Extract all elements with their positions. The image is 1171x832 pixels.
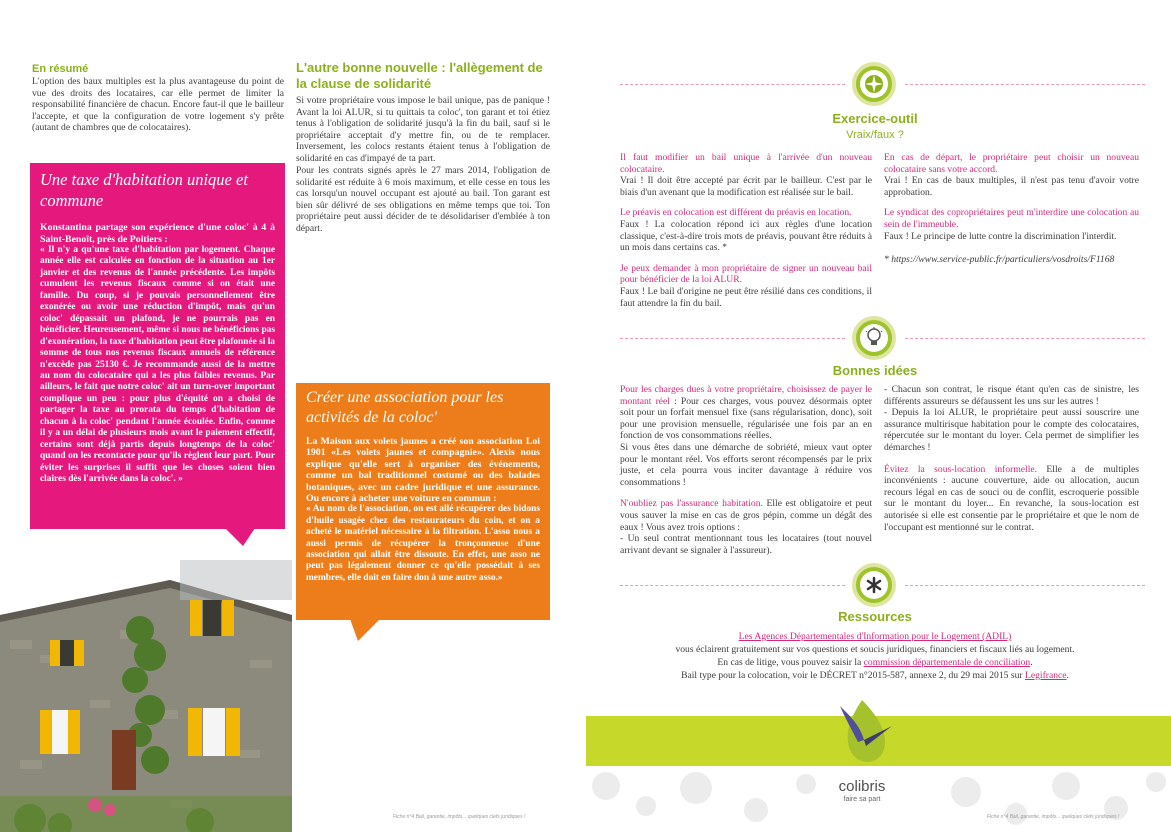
- logo-tagline: faire sa part: [843, 796, 881, 803]
- exercice-subheading: Vraix/faux ?: [846, 129, 904, 141]
- idees-heading: Bonnes idées: [832, 363, 918, 378]
- idees-highlight: Évitez la sous-location informelle.: [884, 463, 1038, 475]
- dash-line: [620, 338, 845, 339]
- resume-text: L'option des baux multiples est la plus avantageuse du point de vue des droits des locataires, car elle permet de limiter la responsabilité financière de chacun. Encore faut-il que le bailleur l'accepte, et que la configuration de votre logement s'y prête (autant de chambres que de colocataires).: [32, 76, 284, 134]
- dash-line: [905, 84, 1145, 85]
- exercice-question: En cas de départ, le propriétaire peut choisir un nouveau colocataire sans votre accord.: [884, 152, 1139, 175]
- exercice-right-col: [884, 152, 1139, 266]
- association-lead: La Maison aux volets jaunes a créé son association Loi 1901 «Les volets jaunes et compagnie». Alexis nous explique qu'elle sert à organiser des événements, comme un bal traditionnel costumé ou des balades botaniques, avec un cadre juridique et une assurance. Ou encore à acheter une voiture en commun :: [306, 436, 540, 505]
- taxe-title: Une taxe d'habitation unique et commune: [40, 170, 248, 210]
- ressources-line: Bail type pour la colocation, voir le DÉCRET n°2015-587, annexe 2, du 29 mai 2015 sur: [681, 670, 1025, 681]
- adil-link[interactable]: Les Agences Départementales d'Information pour le Logement (ADIL): [738, 631, 1012, 642]
- colibris-logo: [822, 696, 902, 808]
- taxe-callout-tail: [225, 528, 255, 548]
- exercice-answer: Faux ! La colocation répond ici aux règles d'une location classique, c'est-à-dire trois mots de préavis, pouvant être réduits à un mois dans certains cas. *: [620, 218, 872, 254]
- right-footer: Fiche n°4 Bail, garantie, impôts... quelques clefs juridiques !: [987, 814, 1120, 820]
- logo-name: colibris: [838, 778, 886, 795]
- left-footer: Fiche n°4 Bail, garantie, impôts... quelques clefs juridiques !: [393, 814, 526, 820]
- idees-highlight: Pour les charges dues à votre propriétaire, choisissez de payer le montant réel: [620, 384, 872, 407]
- taxe-quote: « Il n'y a qu'une taxe d'habitation par logement. Chaque année elle est calculée en fonction de la situation au 1er janvier et des revenus de l'année précédente. Les impôts cumulent les revenus fiscaux comme si on était une famille. Du coup, si je pouvais personnellement être exonérée ou avoir une réduction d'impôt, mais qu'un coloc' dépassait un plafond, je ne pourrais pas en bénéficier. Heureusement, même si nous ne bénéficions pas d'exonération, la taxe d'habitation peut être plafonnée si la somme de tous nos revenus fiscaux annuels de référence n'excède pas 25130 €. Je recommande aussi de la mettre au nom du colocataire qui a les plus faibles revenus. Par ailleurs, le fait que notre coloc' ait un turn-over important complique un peu : pour plus d'équité on a choisi de partager la taxe au prorata du temps d'habitation de chacun à la coloc' pendant l'année écoulée. Enfin, comme il y a un délai de plusieurs mois avant le paiement effectif, certains sont déjà partis depuis longtemps de la coloc' quand on les recontacte pour qu'ils règlent leur part. Pour éviter les surprises il suffit que les choses soient bien claires dès l'arrivée dans la coloc'. »: [40, 245, 275, 485]
- idees-text: Elle a de multiples inconvénients : aucune couverture, aide ou allocation, aucun recours légal en cas de souci ou de conflit, escroquerie possible sur le montant du loyer... En revanche, la sous-location est autorisée si elle est consentie par le propriétaire et que le nom de l'occupant est mentionné sur le contrat.: [884, 463, 1139, 533]
- exercice-badge: [852, 62, 896, 106]
- ressources-badge: [852, 563, 896, 607]
- association-title: Créer une association pour les activités de la coloc': [306, 389, 504, 426]
- commission-link[interactable]: commission départementale de conciliation: [863, 657, 1031, 668]
- exercice-answer: Vrai ! En cas de baux multiples, il n'est pas tenu d'avoir votre approbation.: [884, 175, 1139, 198]
- dash-line: [905, 585, 1145, 586]
- exercice-question: Le syndicat des copropriétaires peut m'interdire une colocation au sein de l'immeuble.: [884, 207, 1139, 230]
- compass-icon: [863, 73, 885, 95]
- association-quote: « Au nom de l'association, on est allé récupérer des bidons d'huile usagée chez des restaurateurs du coin, et on a acheté le matériel nécessaire à la filtration. L'asso nous a aussi permis de récupérer la tronçonneuse d'une association qui allait être dissoute. En effet, une asso ne peut pas légalement donner ce qu'elle possédait à ses membres, elle doit en faire don à une autre asso.»: [306, 504, 540, 583]
- taxe-lead: Konstantina partage son expérience d'une coloc' à 4 à Saint-Benoît, près de Poitiers :: [40, 222, 275, 245]
- exercice-question: Je peux demander à mon propriétaire de signer un nouveau bail pour bénéficier de la loi ALUR.: [620, 262, 872, 286]
- idees-text: : Pour ces charges, vous pouvez désormais opter soit pour un forfait mensuel fixe (sans régularisation, donc), soit pour une provision mensuelle, régularisée une fois par an en fonction de vos consommations réelles.: [620, 395, 872, 442]
- dash-line: [620, 585, 845, 586]
- solidarite-para1: Si votre propriétaire vous impose le bail unique, pas de panique ! Avant la loi ALUR, si tu quittais ta coloc', ton garant et toi étiez tenus à l'obligation de solidarité jusqu'à la fin du bail, sauf si le propriétaire acceptait d'y mettre fin, ou de te remplacer. Inversement, les colocs restants étaient tenus à l'obligation de solidarité en cas d'impayé de ta part.: [296, 95, 550, 164]
- ressources-line: .: [1066, 670, 1069, 681]
- asterisk-icon: [865, 576, 883, 594]
- exercice-question: Le préavis en colocation est différent du préavis en location.: [620, 207, 852, 219]
- exercice-heading: Exercice-outil: [832, 111, 918, 126]
- association-callout-tail: [350, 619, 380, 643]
- idees-badge: [852, 316, 896, 360]
- idees-text: - Un seul contrat mentionnant tous les locataires (tout nouvel arrivant devant se signaler à l'assureur).: [620, 533, 872, 556]
- ressources-heading: Ressources: [838, 609, 912, 624]
- hummingbird-logo-icon: [822, 696, 902, 776]
- exercice-question: Il faut modifier un bail unique à l'arrivée d'un nouveau colocataire.: [620, 152, 872, 175]
- exercice-footnote: * https://www.service-public.fr/particuliers/vosdroits/F1168: [884, 254, 1115, 266]
- exercice-left-col: [620, 152, 872, 309]
- ressources-line: En cas de litige, vous pouvez saisir la: [717, 657, 864, 668]
- ressources-line: .: [1030, 657, 1033, 668]
- idees-text: Elle est obligatoire et peut vous sauver la mise en cas de gros pépin, comme un dégât des eaux ! Vous avez trois options :: [620, 498, 872, 533]
- idees-text: - Depuis la loi ALUR, le propriétaire peut aussi souscrire une assurance multirisque habitation pour le compte des colocataires, répercutée sur le montant du loyer. Cela permet de simplifier les démarches !: [884, 407, 1139, 453]
- legifrance-link[interactable]: Legifrance: [1024, 670, 1067, 681]
- idees-left-col: [620, 384, 872, 556]
- solidarite-heading: L'autre bonne nouvelle : l'allègement de la clause de solidarité: [296, 60, 543, 91]
- house-photo: [0, 560, 292, 832]
- exercice-answer: Faux ! Le bail d'origine ne peut être résilié dans ces conditions, il faut attendre la fin du bail.: [620, 285, 872, 309]
- dash-line: [905, 338, 1145, 339]
- idees-right-col: [884, 384, 1139, 533]
- solidarite-para2: Pour les contrats signés après le 27 mars 2014, l'obligation de solidarité est réduite à 6 mois maximum, et elle cesse en tous les cas lorsqu'un nouvel occupant est ajouté au bail. Ton garant est bien sûr délivré de ses obligations en même temps que toi. Ton propriétaire peut aussi décider de te désolidariser d'emblée à ton départ.: [296, 165, 550, 234]
- exercice-answer: Vrai ! Il doit être accepté par écrit par le bailleur. C'est par le biais d'un avenant que la modification est réalisée sur le bail.: [620, 175, 872, 198]
- taxe-callout: [30, 163, 285, 529]
- ressources-body: [600, 630, 1150, 682]
- lightbulb-icon: [864, 327, 884, 349]
- resume-heading: En résumé: [32, 63, 89, 75]
- ressources-line: vous éclairent gratuitement sur vos questions et soucis juridiques, financiers et fiscaux liés au logement.: [675, 644, 1075, 655]
- exercice-answer: Faux ! Le principe de lutte contre la discrimination l'interdit.: [884, 230, 1117, 242]
- association-callout: [296, 383, 550, 620]
- idees-highlight: N'oubliez pas l'assurance habitation.: [620, 498, 763, 510]
- idees-text: - Chacun son contrat, le risque étant qu'en cas de sinistre, les différents assureurs se défaussent les uns sur les autres !: [884, 384, 1139, 407]
- idees-text: Si vous êtes dans une démarche de sobriété, mieux vaut opter pour le montant réel. Vos efforts seront récompensés par le prix juste, et cela pourra vous inciter davantage à réduire vos consommations !: [620, 441, 872, 488]
- dash-line: [620, 84, 845, 85]
